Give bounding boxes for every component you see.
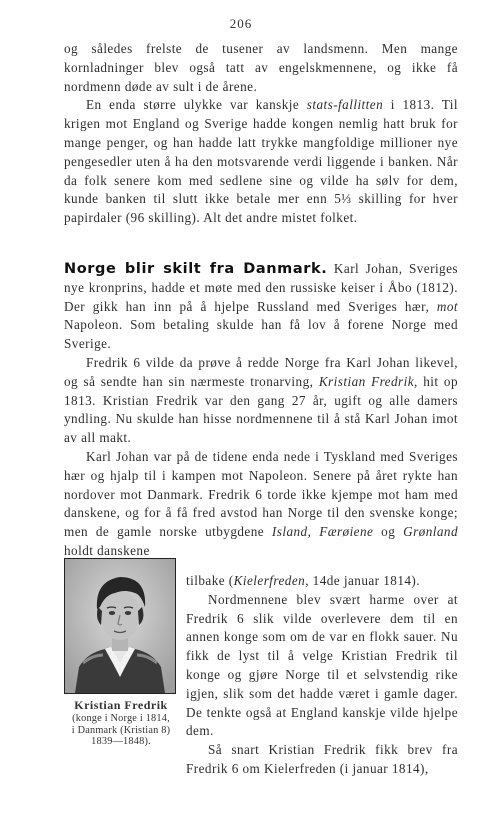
caption-name: Kristian Fredrik (74, 698, 168, 712)
text-run: i 1813. Til krigen mot England og Sverige hadde kongen nemlig hatt bruk for mange penger, og han hadde latt trykke mangfoldige millioner nye pengesedler uten å ha den motsvarende verdi liggende i banken. Når da folk senere kom med sedlene sine og vilde ha sølv for dem, kunde banken til slutt ikke betale mer enn 5⅓ skilling for hver papirdaler (96 skilling). Alt det andre mistet folket. (64, 97, 458, 226)
term-stats-fallitten: stats-fallitten (306, 97, 384, 113)
paragraph-karl-johan (64, 260, 458, 354)
text-run: , 14de januar 1814). (305, 573, 421, 588)
text-run: Karl Johan var på de tidene enda nede i Tyskland med Sveriges hær og hjalp til i kampen mot Napoleon. Senere på året rykte han nordover mot Danmark. Fredrik 6 torde ikke kjempe mot ham med danskene, og for å få fred avstod han Norge til den svenske konge; men de gamle norske utbygdene (64, 448, 458, 540)
paragraph-nordmennene: Nordmennene blev svært harme over at Fredrik 6 slik vilde overlevere dem til en annen konge som om de var en flokk sauer. Nu fikk de lyst til å velge Kristian Fredrik til konge og gjøre Norge til et selvstendig rike igjen, slik som det hadde været i gamle dager. De tenkte også at England kanskje vilde hjelpe dem. (186, 591, 458, 739)
caption-line-3: 1839—1848). (91, 736, 151, 747)
term-kielerfreden: Kielerfreden (233, 573, 306, 588)
portrait-figure (64, 558, 178, 748)
text-block-wrapped (186, 572, 458, 779)
caption-line-2: i Danmark (Kristian 8) (71, 724, 171, 736)
portrait-caption (64, 698, 178, 748)
paragraph-brev: Så snart Kristian Fredrik fikk brev fra Fredrik 6 om Kielerfreden (i januar 1814), (186, 742, 458, 776)
text-run: Karl Johan, Sveriges nye kronprins, hadde et møte med den russiske keiser i Åbo (1812). Der gikk han inn på å hjelpe Russland med Sveriges hær, (64, 261, 458, 314)
paragraph-bankruptcy (64, 96, 458, 228)
text-run: Napoleon. Som betaling skulde han få lov å forene Norge med Sverige. (64, 317, 458, 352)
paragraph-kielerfreden (64, 448, 458, 561)
section-heading: Norge blir skilt fra Danmark. (64, 261, 328, 277)
text-run: , hit op 1813. Kristian Fredrik var den gang 27 år, ugift og alle damers yndling. Nu skulde han hisse nordmennene til å stå Karl Johan imot av all makt. (64, 373, 458, 446)
text-run: og (373, 524, 404, 540)
paragraph-famine: og således frelste de tusener av landsmenn. Men mange kornladninger blev også tatt av engelskmennene, og ikke få nordmenn døde av sult i de årene. (64, 41, 458, 94)
place-faeroiene: Færøiene (319, 524, 374, 540)
name-kristian-fredrik: Kristian Fredrik (318, 373, 415, 389)
portrait-drawing (65, 559, 175, 693)
text-run: holdt danskene (64, 542, 150, 558)
text-run: , (307, 524, 320, 540)
text-run: tilbake ( (186, 573, 234, 588)
page-number: 206 (229, 16, 253, 31)
emphasis-mot: mot (436, 298, 458, 314)
place-gronland: Grønland (403, 524, 458, 540)
place-island: Island (271, 524, 308, 540)
portrait-image (64, 558, 176, 694)
text-run: En enda større ulykke var kanskje (86, 97, 307, 113)
text-run: Fredrik 6 vilde da prøve å redde Norge fra Karl Johan likevel, og så sendte han sin nærmeste tronarving, (64, 354, 458, 389)
paragraph-kielerfreden-end (186, 572, 458, 591)
text-block-section (64, 260, 458, 561)
paragraph-fredrik-6 (64, 354, 458, 448)
text-block-top (64, 40, 458, 228)
caption-line-1: (konge i Norge i 1814, (72, 713, 170, 724)
